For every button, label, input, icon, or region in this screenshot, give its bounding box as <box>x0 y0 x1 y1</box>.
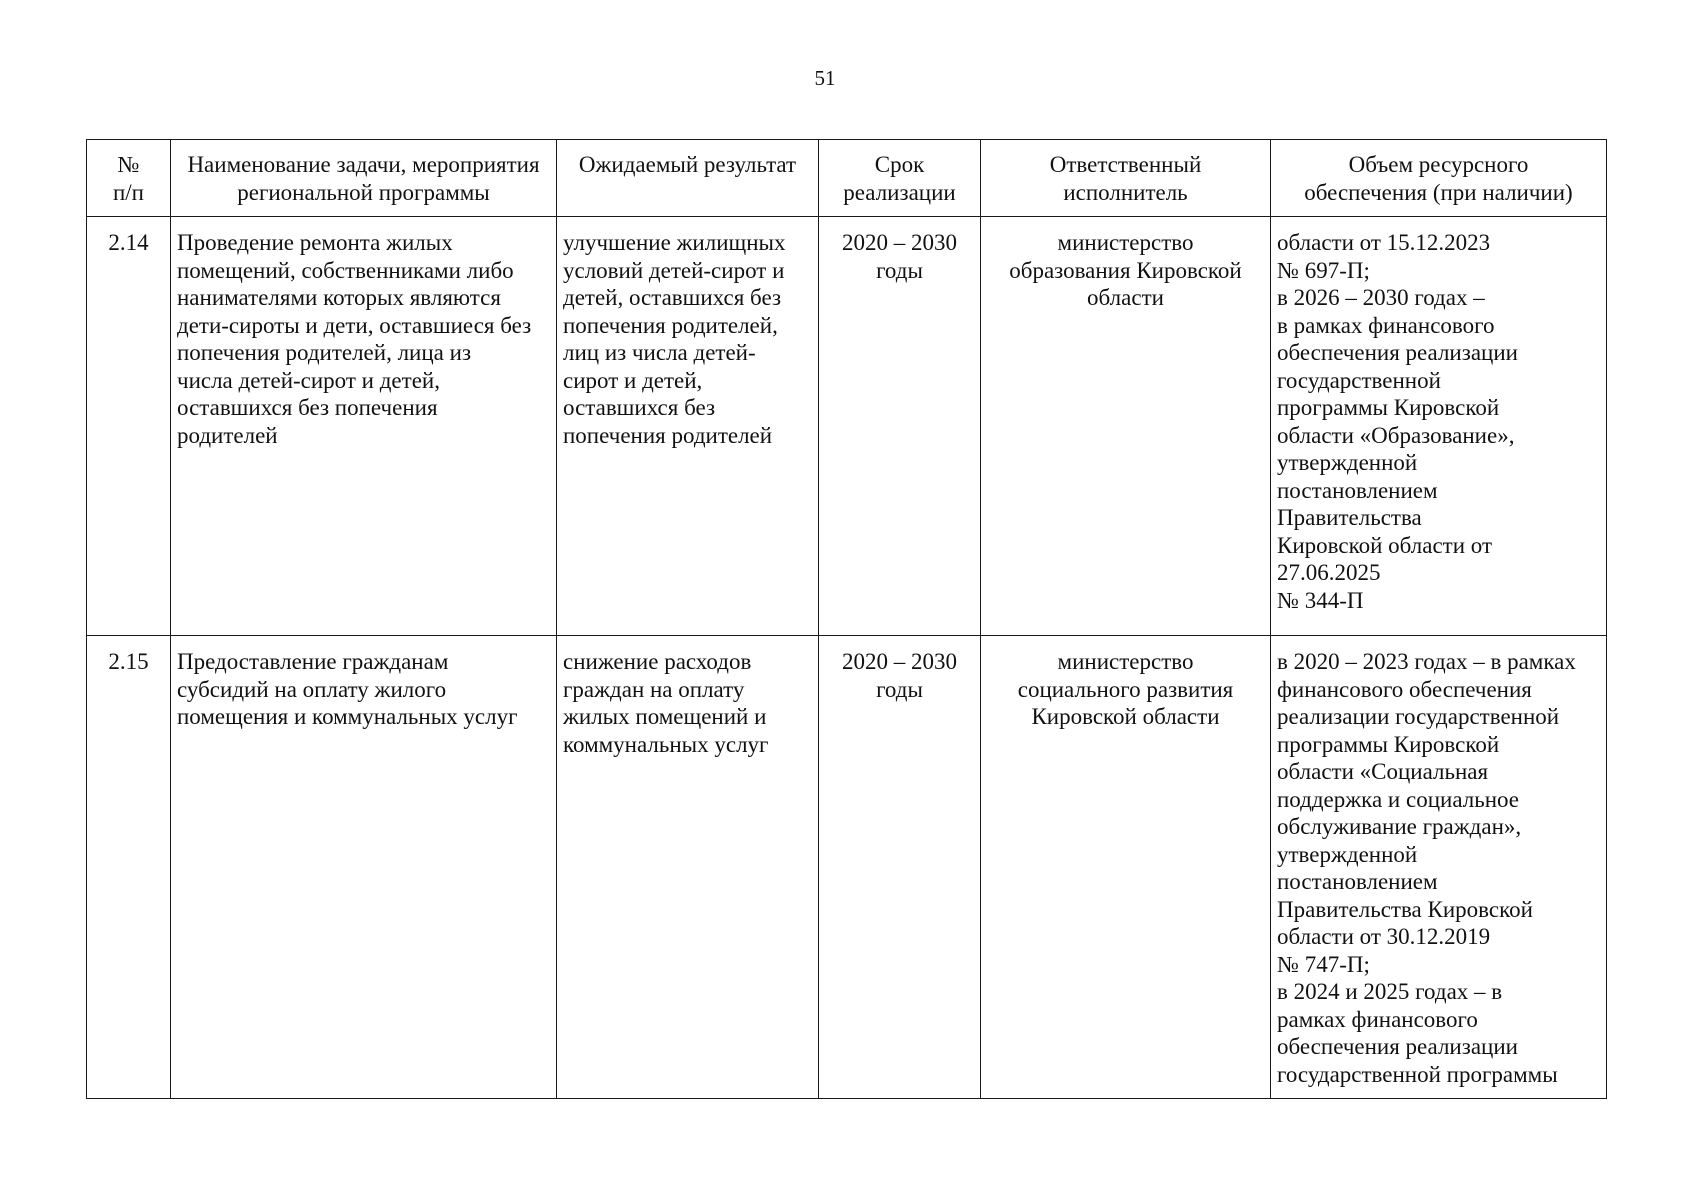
resource-volume: области от 15.12.2023 № 697-П; в 2026 – 2030 годах – в рамках финансового обеспечения реализации государственной программы Кировской области «Образование», утвержденной постановлением Правительства Кировской области от 27.06.2025 № 344-П <box>1271 217 1607 636</box>
expected-result: улучшение жилищных условий детей-сирот и детей, оставшихся без попечения родителей, лиц из числа детей- сирот и детей, оставшихся без попечения родителей <box>557 217 819 636</box>
header-term: Срок реализации <box>819 140 981 217</box>
task-name: Проведение ремонта жилых помещений, собственниками либо нанимателями которых являются дети-сироты и дети, оставшиеся без попечения родителей, лица из числа детей-сирот и детей, оставшихся без попечения родителей <box>171 217 557 636</box>
page-number: 51 <box>814 66 836 90</box>
table-row <box>87 636 1607 1099</box>
resource-volume: в 2020 – 2023 годах – в рамках финансового обеспечения реализации государственной программы Кировской области «Социальная поддержка и социальное обслуживание граждан», утвержденной постановлением Правительства Кировской области от 30.12.2019 № 747-П; в 2024 и 2025 годах – в рамках финансового обеспечения реализации государственной программы <box>1271 636 1607 1099</box>
implementation-term: 2020 – 2030 годы <box>819 217 981 636</box>
responsible-executor: министерство социального развития Кировской области <box>981 636 1271 1099</box>
header-name: Наименование задачи, мероприятия региональной программы <box>171 140 557 217</box>
header-result: Ожидаемый результат <box>557 140 819 217</box>
task-name: Предоставление гражданам субсидий на оплату жилого помещения и коммунальных услуг <box>171 636 557 1099</box>
expected-result: снижение расходов граждан на оплату жилых помещений и коммунальных услуг <box>557 636 819 1099</box>
responsible-executor: министерство образования Кировской области <box>981 217 1271 636</box>
row-number: 2.14 <box>87 217 171 636</box>
header-num: № п/п <box>87 140 171 217</box>
implementation-term: 2020 – 2030 годы <box>819 636 981 1099</box>
header-executor: Ответственный исполнитель <box>981 140 1271 217</box>
row-number: 2.15 <box>87 636 171 1099</box>
table-header-row <box>87 140 1607 217</box>
program-table <box>86 139 1607 1099</box>
header-resources: Объем ресурсного обеспечения (при наличии) <box>1271 140 1607 217</box>
table-row <box>87 217 1607 636</box>
